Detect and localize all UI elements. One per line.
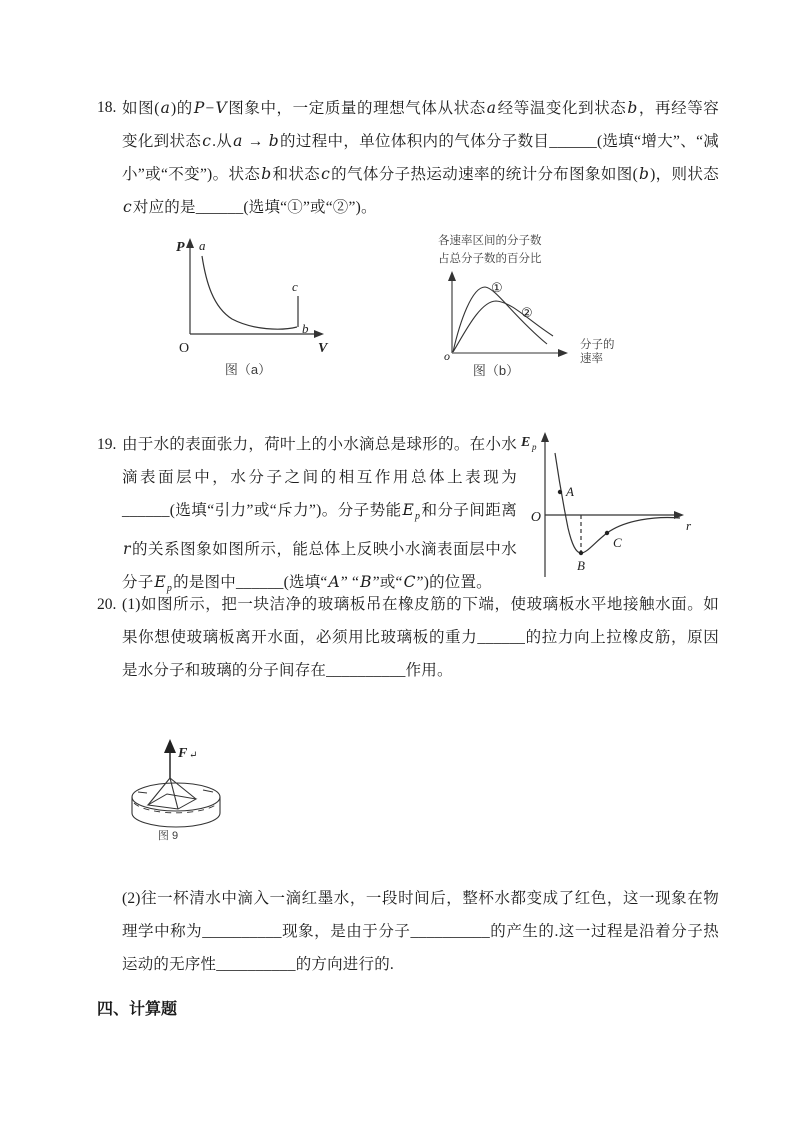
point-b-label: b <box>302 321 309 336</box>
text-segment: r <box>123 540 131 558</box>
p-axis-label: P <box>176 240 185 255</box>
section-header-calculation: 四、计算题 <box>97 1001 178 1018</box>
point-a-label: a <box>199 238 206 253</box>
text-segment: ” “ <box>340 574 360 591</box>
text-segment: b <box>627 99 638 117</box>
text-segment: B <box>360 573 372 591</box>
text-segment: __________ <box>202 923 282 940</box>
text-segment: b <box>268 132 279 150</box>
text-segment: 由于水的表面张力，荷叶上的小水滴总是球形的。在小水滴表面层中，水分子之间的相互作用总体上表现为 <box>122 436 517 486</box>
text-segment: ______ <box>477 629 526 646</box>
text-segment: A <box>328 573 340 591</box>
surface-dash-right <box>203 790 213 792</box>
origin-label: O <box>179 341 190 356</box>
text-segment: 作用。 <box>405 662 453 679</box>
string-left <box>148 778 170 805</box>
point-c-label: c <box>292 279 298 294</box>
text-segment: __________ <box>410 923 490 940</box>
fig-b-ylabel-line2: 占总分子数的百分比 <box>438 253 542 265</box>
surface-dash-left <box>138 792 147 793</box>
text-segment: 的产生的.这一过程是沿着分子热运动的无序性 <box>122 923 719 973</box>
text-segment: (选填“引力”或“斥力”)。分子势能 <box>169 502 402 519</box>
isotherm-curve-a-to-b <box>202 256 297 329</box>
text-segment: (选填“ <box>283 574 328 591</box>
point-b-dot <box>579 551 583 555</box>
fig-b-origin-label: o <box>444 349 450 363</box>
text-segment: 的关系图象如图所示，能总体上反映小水滴表面层中水分子 <box>122 541 517 591</box>
question-20-part1-text <box>122 588 719 687</box>
text-segment: c <box>202 132 212 150</box>
distribution-curve-2 <box>453 301 553 352</box>
text-segment: ”或“ <box>372 574 403 591</box>
question-20-part2-indent <box>97 882 122 981</box>
text-segment: E <box>402 501 415 519</box>
ep-axis-label-main: E <box>521 435 531 450</box>
figure-a-caption: 图（a） <box>224 362 272 377</box>
text-segment: 和分子间距离 <box>421 502 517 519</box>
distribution-curve-1 <box>453 287 547 352</box>
point-c-text: C <box>613 535 622 550</box>
text-segment: → <box>243 133 268 150</box>
text-segment: 如图( <box>122 100 160 117</box>
point-b-text: B <box>577 558 585 573</box>
fig-b-xlabel-line1: 分子的 <box>580 339 615 351</box>
question-19-number: 19. <box>97 436 117 453</box>
curve-1-label: ① <box>491 280 503 295</box>
question-20-part2-text <box>122 882 719 981</box>
string-right <box>170 778 196 799</box>
text-segment: ______ <box>195 199 244 216</box>
text-segment: P <box>193 99 205 117</box>
paragraph-mark-icon: ↵ <box>189 750 198 761</box>
force-arrow-icon <box>164 739 176 753</box>
fig-ep-origin-label: O <box>530 510 541 525</box>
question-18-text <box>122 92 719 224</box>
ep-axis-label-sub: p <box>532 442 537 452</box>
text-segment: ______ <box>235 574 284 591</box>
fig-b-y-axis-arrow-icon <box>448 271 456 281</box>
text-segment: 的过程中，单位体积内的气体分子数目 <box>279 133 550 150</box>
text-segment: C <box>403 573 416 591</box>
fig-b-xlabel-line2: 速率 <box>580 353 603 365</box>
text-segment: 的气体分子热运动速率的统计分布图象如图( <box>330 166 639 183</box>
question-19 <box>97 428 517 605</box>
text-segment: (选填“增大”、“减小”或“不变”)。状态 <box>122 133 720 183</box>
text-segment: ______ <box>122 502 170 519</box>
text-segment: 和状态 <box>272 166 321 183</box>
fig-b-ylabel-line1: 各速率区间的分子数 <box>438 235 542 247</box>
ep-axis-arrow-icon <box>541 432 549 442</box>
text-segment: 对应的是 <box>132 199 196 216</box>
text-segment: 的是图中 <box>173 574 236 591</box>
point-c-dot <box>605 531 609 535</box>
figure-b-caption: 图（b） <box>472 363 520 378</box>
text-segment: __________ <box>326 662 406 679</box>
point-a-text: A <box>566 484 574 499</box>
text-segment: )的 <box>171 100 193 117</box>
question-20-part2 <box>97 882 719 981</box>
text-segment: ______ <box>549 133 597 150</box>
figure-pv-diagram <box>155 230 335 382</box>
text-segment: − <box>205 100 215 117</box>
text-segment: a <box>233 132 243 150</box>
text-segment: 的方向进行的. <box>295 956 394 973</box>
text-segment: 图象中，一定质量的理想气体从状态 <box>227 100 486 117</box>
text-segment: .从 <box>212 133 233 150</box>
text-segment: c <box>123 198 132 216</box>
text-segment: (2)往一杯清水中滴入一滴红墨水，一段时间后，整杯水都变成了红色，这一现象在物理学中称为 <box>122 890 719 940</box>
text-segment: b <box>639 165 650 183</box>
r-axis-label: r <box>686 518 692 533</box>
question-19-text <box>122 428 517 605</box>
text-segment: E <box>154 573 166 591</box>
dish-rim <box>132 783 220 811</box>
curve-2-label: ② <box>521 305 533 320</box>
text-segment: 现象，是由于分子 <box>281 923 411 940</box>
question-18-number: 18. <box>97 99 117 116</box>
point-a-dot <box>558 490 562 494</box>
text-segment: b <box>261 165 272 183</box>
question-18 <box>97 92 719 224</box>
force-label: F <box>178 746 188 761</box>
text-segment: p <box>166 583 173 594</box>
v-axis-arrow-icon <box>314 330 324 338</box>
text-segment: 的拉力向上拉橡皮筋，原因是水分子和玻璃的分子间存在 <box>122 629 719 679</box>
figure-speed-distribution <box>420 225 685 385</box>
text-segment: V <box>215 99 227 117</box>
text-segment: c <box>321 165 330 183</box>
figure-9-caption: 图 9 <box>157 830 179 842</box>
fig-b-x-axis-arrow-icon <box>558 349 568 357</box>
text-segment: ”)的位置。 <box>416 574 492 591</box>
text-segment: a <box>486 99 497 117</box>
question-20-number: 20. <box>97 596 117 613</box>
question-20 <box>97 588 719 687</box>
v-axis-label: V <box>318 341 328 356</box>
text-segment: __________ <box>216 956 296 973</box>
text-segment: ，再经等容变化到状态 <box>122 100 720 150</box>
text-segment: a <box>160 99 171 117</box>
text-segment: (1)如图所示，把一块洁净的玻璃板吊在橡皮筋的下端，使玻璃板水平地接触水面。如果你想使玻璃板离开水面，必须用比玻璃板的重力 <box>122 596 719 646</box>
text-segment: p <box>415 511 421 522</box>
figure-glass-plate-water <box>110 733 270 848</box>
text-segment: (选填“①”或“②”)。 <box>243 199 377 216</box>
dish-bottom <box>132 813 220 827</box>
figure-potential-energy <box>510 425 710 593</box>
text-segment: )，则状态 <box>650 166 719 183</box>
text-segment: 经等温变化到状态 <box>497 100 627 117</box>
p-axis-arrow-icon <box>186 238 194 248</box>
